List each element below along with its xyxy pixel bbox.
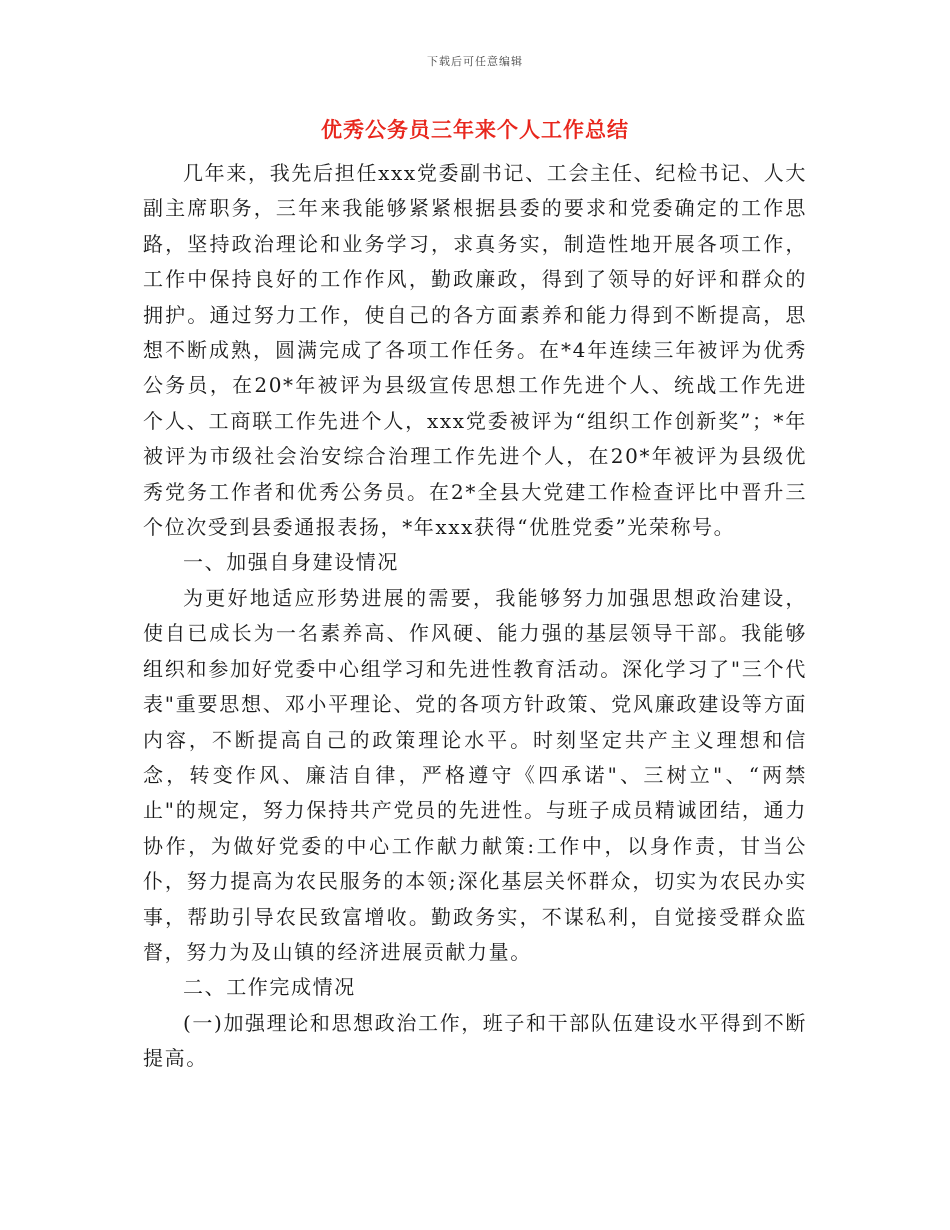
paragraph-intro: 几年来，我先后担任xxx党委副书记、工会主任、纪检书记、人大副主席职务，三年来我能够紧紧根据县委的要求和党委确定的工作思路，坚持政治理论和业务学习，求真务实，制造性地开展各项工作，工作中保持良好的工作作风，勤政廉政，得到了领导的好评和群众的拥护。通过努力工作，使自己的各方面素养和能力得到不断提高，思想不断成熟，圆满完成了各项工作任务。在*4年连续三年被评为优秀公务员，在20*年被评为县级宣传思想工作先进个人、统战工作先进个人、工商联工作先进个人，xxx党委被评为“组织工作创新奖”；*年被评为市级社会治安综合治理工作先进个人，在20*年被评为县级优秀党务工作者和优秀公务员。在2*全县大党建工作检查评比中晋升三个位次受到县委通报表扬，*年xxx获得“优胜党委”光荣称号。 (143, 161, 807, 540)
document-body (143, 156, 807, 1077)
paragraph-self-building: 为更好地适应形势进展的需要，我能够努力加强思想政治建设，使自已成长为一名素养高、作风硬、能力强的基层领导干部。我能够组织和参加好党委中心组学习和先进性教育活动。深化学习了"三个代表"重要思想、邓小平理论、党的各项方针政策、党风廉政建设等方面内容，不断提高自己的政策理论水平。时刻坚定共产主义理想和信念，转变作风、廉洁自律，严格遵守《四承诺"、三树立"、“两禁止"的规定，努力保持共产党员的先进性。与班子成员精诚团结，通力协作，为做好党委的中心工作献力献策:工作中，以身作责，甘当公仆，努力提高为农民服务的本领;深化基层关怀群众，切实为农民办实事，帮助引导农民致富增收。勤政务实，不谋私利，自觉接受群众监督，努力为及山镇的经济进展贡献力量。 (143, 585, 807, 964)
header-note: 下载后可任意编辑 (427, 55, 523, 68)
section-heading-1: 一、加强自身建设情况 (183, 550, 399, 575)
document-title: 优秀公务员三年来个人工作总结 (321, 117, 629, 142)
paragraph-subsection-1: (一)加强理论和思想政治工作，班子和干部队伍建设水平得到不断提高。 (143, 1010, 807, 1071)
section-heading-2: 二、工作完成情况 (183, 975, 356, 1000)
